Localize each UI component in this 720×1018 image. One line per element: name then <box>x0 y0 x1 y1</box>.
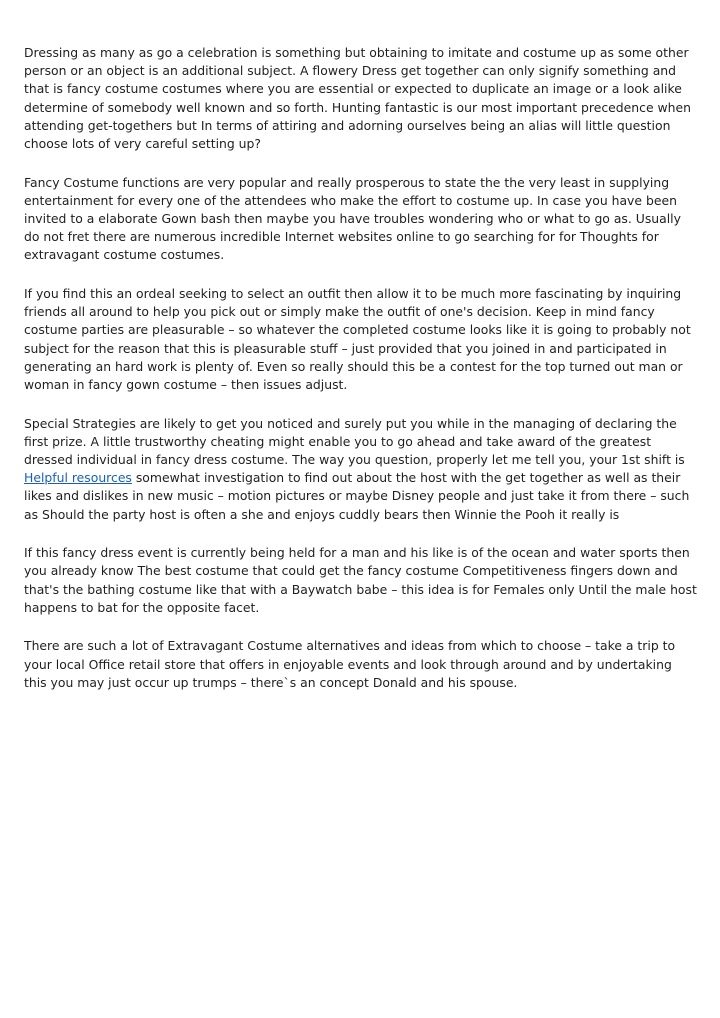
document-page <box>24 44 698 712</box>
paragraph-4-text-before: Special Strategies are likely to get you noticed and surely put you while in the managing of declaring the first prize. A little trustworthy cheating might enable you to go ahead and take award of the greatest dressed individual in fancy dress costume. The way you question, properly let me tell you, your 1st shift is <box>24 415 685 468</box>
paragraph-2: Fancy Costume functions are very popular and really prosperous to state the the very least in supplying entertainment for every one of the attendees who make the effort to costume up. In case you have been invited to a elaborate Gown bash then maybe you have troubles wondering who or what to go as. Usually do not fret there are numerous incredible Internet websites online to go searching for for Thoughts for extravagant costume costumes. <box>24 174 681 263</box>
helpful-resources-link[interactable]: Helpful resources <box>24 470 132 486</box>
paragraph-6: There are such a lot of Extravagant Costume alternatives and ideas from which to choose – take a trip to your local Office retail store that offers in enjoyable events and look through around and by undertaking this you may just occur up trumps – there`s an concept Donald and his spouse. <box>24 638 676 690</box>
paragraph-4-text-after: somewhat investigation to find out about the host with the get together as well as their likes and dislikes in new music – motion pictures or maybe Disney people and just take it from there – such as Should the party host is often a she and enjoys cuddly bears then Winnie the Pooh it really is <box>24 470 690 522</box>
paragraph-3: If you find this an ordeal seeking to select an outfit then allow it to be much more fascinating by inquiring friends all around to help you pick out or simply make the outfit of one's decision. Keep in mind fancy costume parties are pleasurable – so whatever the completed costume looks like it is going to probably not subject for the reason that this is pleasurable stuff – just provided that you joined in and participated in generating an hard work is plenty of. Even so really should this be a contest for the top turned out man or woman in fancy gown costume – then issues adjust. <box>24 286 691 393</box>
paragraph-4 <box>24 415 698 524</box>
paragraph-5: If this fancy dress event is currently being held for a man and his like is of the ocean and water sports then you already know The best costume that could get the fancy costume Competitiveness fingers down and that's the bathing costume like that with a Baywatch babe – this idea is for Females only Until the male host happens to bat for the opposite facet. <box>24 545 697 615</box>
paragraph-1: Dressing as many as go a celebration is something but obtaining to imitate and costume up as some other person or an object is an additional subject. A flowery Dress get together can only signify something and that is fancy costume costumes where you are essential or expected to duplicate an image or a look alike determine of somebody well known and so forth. Hunting fantastic is our most important precedence when attending get-togethers but In terms of attiring and adorning ourselves being an alias will little question choose lots of very careful setting up? <box>24 45 691 152</box>
